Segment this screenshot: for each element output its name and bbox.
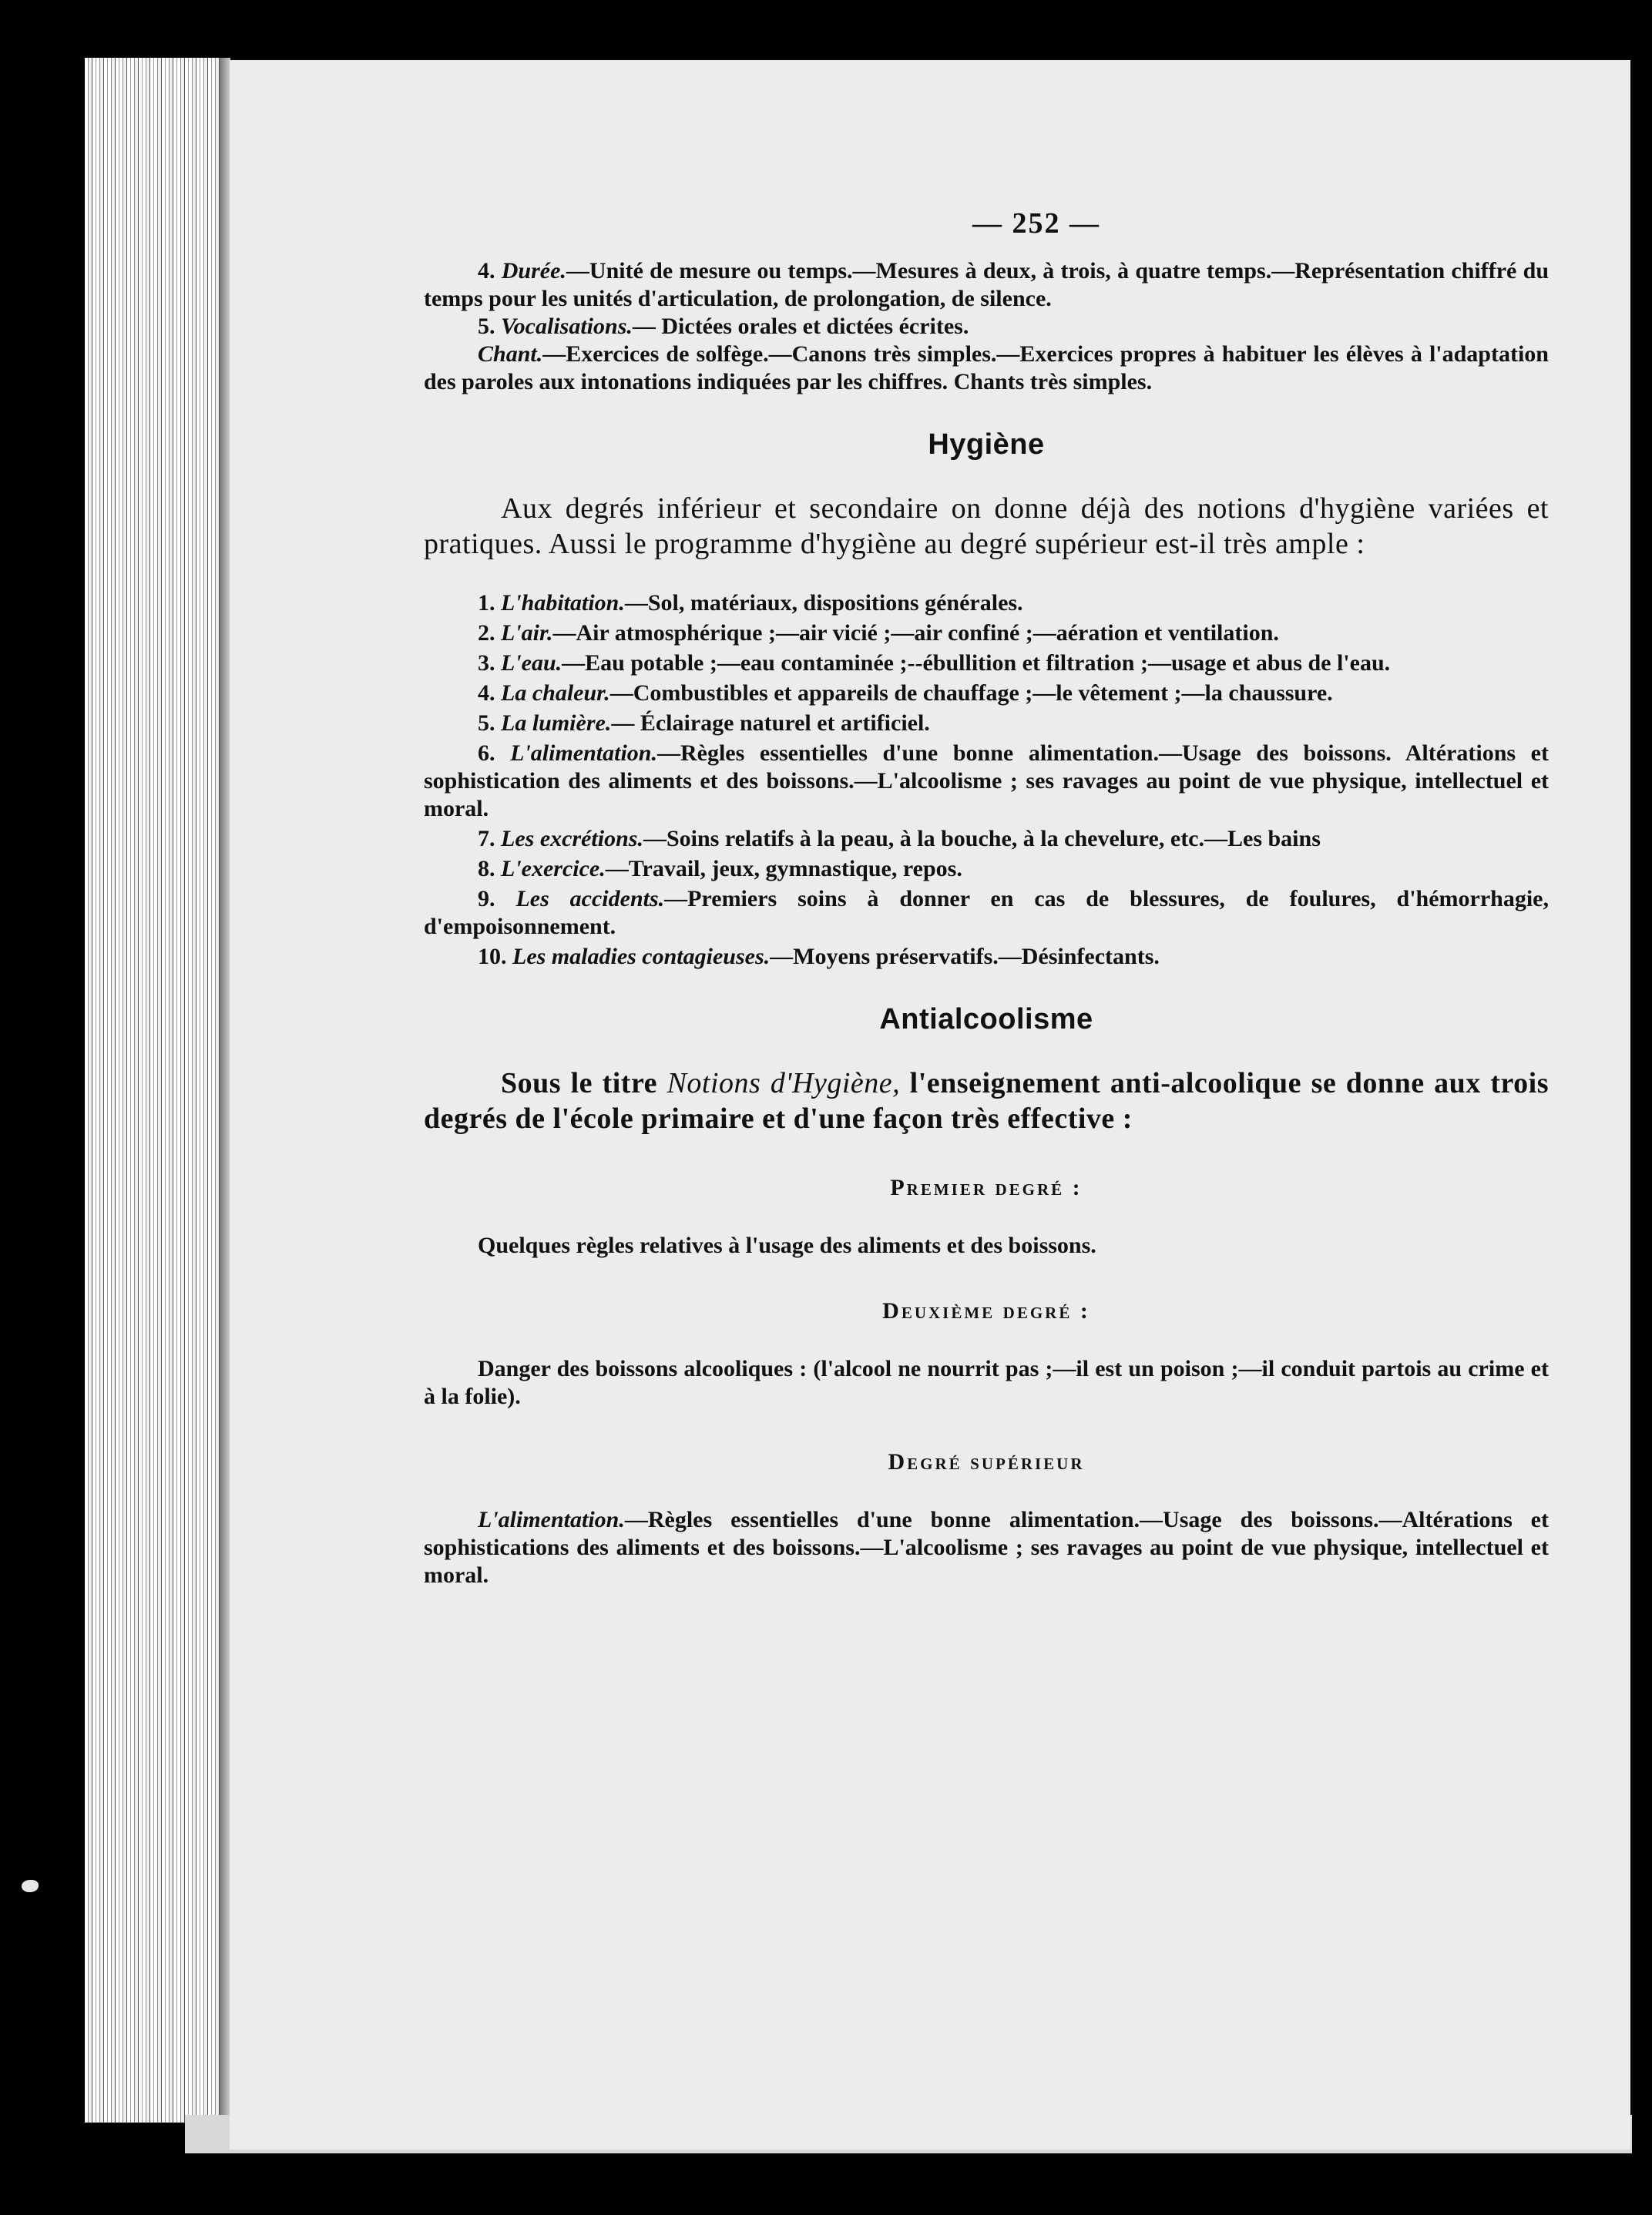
- list-item-text: —Sol, matériaux, dispositions générales.: [624, 590, 1023, 616]
- list-item-number: 2.: [478, 620, 495, 646]
- item-vocalisations-text: — Dictées orales et dictées écrites.: [632, 314, 969, 339]
- list-item-label: L'exercice.: [501, 856, 606, 881]
- list-item-number: 6.: [478, 740, 495, 766]
- antialcoolisme-title: Antialcoolisme: [879, 1003, 1093, 1035]
- page-content: [424, 206, 1549, 1589]
- list-item-label: L'habitation.: [501, 590, 625, 616]
- item-duree-text: —Unité de mesure ou temps.—Mesures à deux, à trois, à quatre temps.—Représentation chiffré du temps pour les unités d'articulation, de prolongation, de silence.: [424, 258, 1550, 311]
- list-item-number: 1.: [478, 590, 495, 616]
- degre-superieur-text: [424, 1506, 1549, 1589]
- list-item-label: L'alimentation.: [510, 740, 657, 766]
- list-item-label: Les excrétions.: [501, 826, 643, 851]
- list-item: [424, 885, 1549, 941]
- page-edge-shadow: [220, 58, 230, 2123]
- premier-degre-block: [424, 1232, 1549, 1260]
- antialcoolisme-intro-after: l'enseignement anti-alcoolique se donne aux trois degrés de l'école primaire et d'une façon très effective :: [424, 1067, 1549, 1135]
- hygiene-title: Hygiène: [928, 428, 1045, 461]
- deuxieme-degre-text: Danger des boissons alcooliques : (l'alcool ne nourrit pas ;—il est un poison ;—il conduit partois au crime et à la folie).: [424, 1356, 1549, 1409]
- list-item-text: —Soins relatifs à la peau, à la bouche, à la chevelure, etc.—Les bains: [643, 826, 1321, 851]
- list-item: [424, 825, 1549, 853]
- list-item: [424, 649, 1549, 677]
- hygiene-list: [424, 589, 1549, 971]
- list-item: [424, 943, 1549, 971]
- list-item: [424, 740, 1549, 823]
- antialcoolisme-intro-before: Sous le titre: [501, 1067, 658, 1099]
- list-item-label: La chaleur.: [501, 680, 610, 706]
- list-item-label: L'eau.: [501, 650, 562, 676]
- premier-degre-title: Premier degré :: [890, 1175, 1083, 1200]
- list-item-label: La lumière.: [501, 710, 612, 736]
- list-item-number: 10.: [478, 944, 507, 969]
- item-chant-label: Chant.: [478, 341, 543, 367]
- page-number: — 252 —: [972, 207, 1100, 240]
- list-item-label: Les accidents.: [515, 886, 665, 911]
- list-item-text: —Moyens préservatifs.—Désinfectants.: [770, 944, 1160, 969]
- item-duree: 4. Durée.—Unité de mesure ou temps.—Mesures à deux, à trois, à quatre temps.—Représentation chiffré du temps pour les unités d'articulation, de prolongation, de silence.: [424, 258, 1550, 311]
- deuxieme-degre-block: [424, 1355, 1549, 1411]
- list-item-label: Les maladies contagieuses.: [512, 944, 771, 969]
- list-item-number: 8.: [478, 856, 495, 881]
- antialcoolisme-intro-italic: Notions d'Hygiène,: [667, 1067, 901, 1099]
- list-item-text: —Travail, jeux, gymnastique, repos.: [605, 856, 962, 881]
- list-item: [424, 619, 1549, 647]
- list-item: [424, 710, 1549, 737]
- book-page-edges: [85, 58, 227, 2123]
- list-item-number: 5.: [478, 710, 495, 736]
- list-item: [424, 680, 1549, 707]
- degre-superieur-label: L'alimentation.: [478, 1507, 625, 1532]
- list-item: [424, 589, 1549, 617]
- list-item: [424, 855, 1549, 883]
- item-vocalisations-label: Vocalisations.: [501, 314, 633, 339]
- item-chant-text: —Exercices de solfège.—Canons très simples.—Exercices propres à habituer les élèves à l'adaptation des paroles aux intonations indiquées par les chiffres. Chants très simples.: [424, 341, 1549, 394]
- premier-degre-text: Quelques règles relatives à l'usage des aliments et des boissons.: [478, 1233, 1096, 1258]
- scan-smudge: [22, 1880, 39, 1892]
- list-item-label: L'air.: [501, 620, 553, 646]
- degre-superieur-title: Degré supérieur: [888, 1449, 1085, 1475]
- deuxieme-degre-title: Deuxième degré :: [882, 1298, 1090, 1324]
- degre-superieur-block: [424, 1506, 1549, 1589]
- list-item-text: —Eau potable ;—eau contaminée ;--ébullition et filtration ;—usage et abus de l'eau.: [562, 650, 1391, 676]
- list-item-number: 3.: [478, 650, 495, 676]
- list-item-text: —Règles essentielles d'une bonne alimentation.—Usage des boissons. Altérations et sophistication des aliments et des boissons.—L'alcoolisme ; ses ravages au point de vue physique, intellectuel et moral.: [424, 740, 1549, 821]
- intro-section: [424, 257, 1549, 396]
- list-item-number: 7.: [478, 826, 495, 851]
- list-item-number: 4.: [478, 680, 495, 706]
- degre-superieur-body: —Règles essentielles d'une bonne alimentation.—Usage des boissons.—Altérations et sophistications des aliments et des boissons.—L'alcoolisme ; ses ravages au point de vue physique, intellectuel et moral.: [424, 1507, 1549, 1588]
- item-vocalisations: 5. Vocalisations.— Dictées orales et dictées écrites.: [478, 314, 969, 339]
- hygiene-intro: Aux degrés inférieur et secondaire on donne déjà des notions d'hygiène variées et pratiques. Aussi le programme d'hygiène au degré supérieur est-il très ample :: [424, 492, 1549, 560]
- list-item-text: —Combustibles et appareils de chauffage ;—le vêtement ;—la chaussure.: [609, 680, 1333, 706]
- item-chant: [424, 341, 1549, 396]
- list-item-text: —Air atmosphérique ;—air vicié ;—air confiné ;—aération et ventilation.: [552, 620, 1279, 646]
- list-item-text: —Premiers soins à donner en cas de blessures, de foulures, d'hémorrhagie, d'empoisonnement.: [424, 886, 1550, 939]
- antialcoolisme-intro: [424, 1066, 1549, 1136]
- list-item-number: 9.: [478, 886, 495, 911]
- list-item-text: — Éclairage naturel et artificiel.: [611, 710, 930, 736]
- item-duree-label: Durée.: [501, 258, 566, 284]
